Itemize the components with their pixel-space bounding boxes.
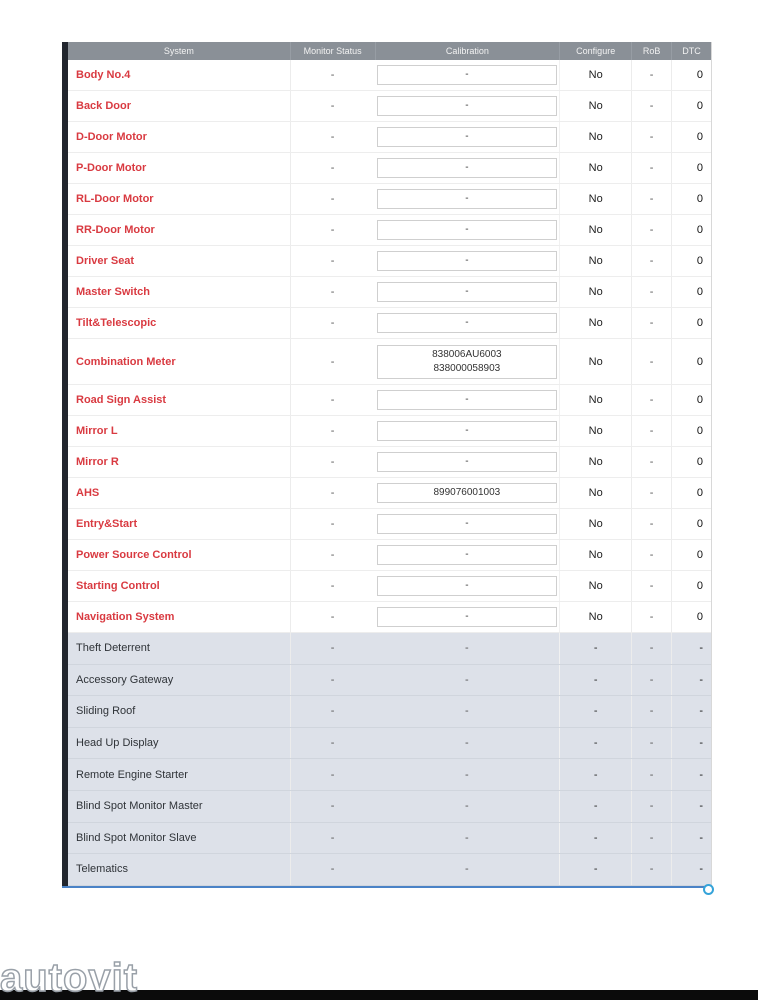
table-row[interactable]: [68, 60, 711, 91]
system-label: Telematics: [76, 863, 128, 876]
calibration-box: [377, 545, 558, 565]
rob-value: -: [631, 854, 671, 885]
calibration-box: [377, 282, 558, 302]
system-label: Sliding Roof: [76, 705, 136, 718]
calibration-cell: [375, 478, 560, 508]
calibration-box: [377, 65, 558, 85]
system-label: Power Source Control: [76, 549, 192, 561]
system-label: Navigation System: [76, 611, 175, 623]
rob-value: -: [631, 339, 671, 384]
calibration-cell: [375, 60, 560, 90]
dtc-count: 0: [671, 215, 711, 245]
system-label: Remote Engine Starter: [76, 768, 188, 781]
configure-value: -: [559, 791, 631, 822]
calibration-cell: [375, 385, 560, 415]
monitor-status-value: -: [290, 153, 375, 183]
column-header-rob: RoB: [631, 42, 671, 60]
calibration-value: -: [465, 286, 469, 297]
system-label: Mirror R: [76, 456, 119, 468]
rob-value: -: [631, 153, 671, 183]
configure-value: No: [559, 91, 631, 121]
calibration-box: [377, 421, 558, 441]
monitor-status-value: -: [290, 823, 375, 854]
calibration-value: -: [465, 580, 469, 591]
table-row[interactable]: [68, 308, 711, 339]
configure-value: No: [559, 215, 631, 245]
calibration-cell: [375, 447, 560, 477]
system-label: Blind Spot Monitor Slave: [76, 831, 197, 844]
configure-value: -: [559, 665, 631, 696]
table-row: [68, 759, 711, 791]
calibration-cell: -: [465, 800, 469, 813]
calibration-value: -: [465, 131, 469, 142]
calibration-cell: -: [465, 768, 469, 781]
system-label: Back Door: [76, 100, 132, 112]
table-row[interactable]: [68, 277, 711, 308]
monitor-status-value: -: [290, 122, 375, 152]
rob-value: -: [631, 509, 671, 539]
system-label: AHS: [76, 487, 100, 499]
configure-value: No: [559, 416, 631, 446]
table-row: [68, 728, 711, 760]
rob-value: -: [631, 277, 671, 307]
dtc-count: 0: [671, 277, 711, 307]
table-row[interactable]: [68, 478, 711, 509]
rob-value: -: [631, 416, 671, 446]
system-label: Blind Spot Monitor Master: [76, 800, 203, 813]
system-label: D-Door Motor: [76, 131, 147, 143]
calibration-cell: [375, 416, 560, 446]
table-row: [68, 696, 711, 728]
monitor-status-value: -: [290, 571, 375, 601]
monitor-status-value: -: [290, 791, 375, 822]
dtc-count: -: [671, 854, 711, 885]
calibration-value: -: [465, 425, 469, 436]
calibration-value: -: [465, 69, 469, 80]
system-label: Entry&Start: [76, 518, 138, 530]
calibration-cell: [375, 246, 560, 276]
configure-value: No: [559, 478, 631, 508]
configure-value: No: [559, 246, 631, 276]
rob-value: -: [631, 184, 671, 214]
dtc-count: 0: [671, 184, 711, 214]
calibration-cell: [375, 339, 560, 384]
configure-value: -: [559, 823, 631, 854]
system-label: Combination Meter: [76, 355, 176, 368]
dtc-count: -: [671, 759, 711, 790]
configure-value: No: [559, 153, 631, 183]
configure-value: No: [559, 60, 631, 90]
system-label: Master Switch: [76, 286, 150, 298]
table-body: [68, 60, 711, 886]
table-row: [68, 823, 711, 855]
calibration-value: -: [465, 193, 469, 204]
rob-value: -: [631, 665, 671, 696]
table-row[interactable]: [68, 153, 711, 184]
system-label: Starting Control: [76, 580, 160, 592]
monitor-status-value: -: [290, 728, 375, 759]
dtc-count: 0: [671, 91, 711, 121]
system-label: Road Sign Assist: [76, 394, 167, 406]
dtc-count: 0: [671, 60, 711, 90]
calibration-cell: [375, 153, 560, 183]
calibration-box: [377, 390, 558, 410]
configure-value: -: [559, 633, 631, 664]
dtc-count: 0: [671, 571, 711, 601]
table-row[interactable]: [68, 540, 711, 571]
rob-value: -: [631, 246, 671, 276]
monitor-status-value: -: [290, 540, 375, 570]
table-row[interactable]: [68, 184, 711, 215]
configure-value: -: [559, 759, 631, 790]
calibration-cell: -: [465, 705, 469, 718]
calibration-cell: -: [465, 642, 469, 655]
configure-value: No: [559, 277, 631, 307]
calibration-value: 838006AU6003: [432, 348, 502, 360]
dtc-count: 0: [671, 416, 711, 446]
calibration-box: [377, 483, 558, 503]
table-row[interactable]: [68, 416, 711, 447]
calibration-box: [377, 345, 558, 379]
dtc-count: 0: [671, 602, 711, 632]
monitor-status-value: -: [290, 246, 375, 276]
calibration-value: -: [465, 100, 469, 111]
table-row[interactable]: [68, 215, 711, 246]
calibration-value: -: [465, 224, 469, 235]
table-row[interactable]: [68, 385, 711, 416]
calibration-cell: [375, 215, 560, 245]
table-row: [68, 665, 711, 697]
table-header: [68, 42, 711, 60]
calibration-box: [377, 514, 558, 534]
monitor-status-value: -: [290, 91, 375, 121]
calibration-box: [377, 127, 558, 147]
calibration-cell: -: [465, 673, 469, 686]
calibration-value: -: [465, 255, 469, 266]
system-label: Accessory Gateway: [76, 673, 174, 686]
calibration-cell: [375, 509, 560, 539]
system-label: RR-Door Motor: [76, 224, 155, 236]
dtc-count: 0: [671, 447, 711, 477]
configure-value: No: [559, 509, 631, 539]
monitor-status-value: -: [290, 478, 375, 508]
rob-value: -: [631, 791, 671, 822]
configure-value: No: [559, 571, 631, 601]
calibration-cell: [375, 277, 560, 307]
calibration-box: [377, 607, 558, 627]
rob-value: -: [631, 696, 671, 727]
column-header-monitor-status: Monitor Status: [290, 42, 375, 60]
dtc-count: -: [671, 728, 711, 759]
dtc-count: 0: [671, 153, 711, 183]
table-bottom-border: [62, 886, 712, 888]
calibration-box: [377, 313, 558, 333]
calibration-cell: [375, 122, 560, 152]
configure-value: No: [559, 184, 631, 214]
rob-value: -: [631, 478, 671, 508]
column-header-configure: Configure: [559, 42, 631, 60]
system-label: P-Door Motor: [76, 162, 147, 174]
monitor-status-value: -: [290, 509, 375, 539]
configure-value: No: [559, 385, 631, 415]
monitor-status-value: -: [290, 277, 375, 307]
table-row: [68, 633, 711, 665]
configure-value: -: [559, 728, 631, 759]
dtc-count: 0: [671, 540, 711, 570]
system-label: Mirror L: [76, 425, 118, 437]
calibration-cell: [375, 540, 560, 570]
monitor-status-value: -: [290, 854, 375, 885]
rob-value: -: [631, 60, 671, 90]
monitor-status-value: -: [290, 696, 375, 727]
dtc-count: 0: [671, 246, 711, 276]
monitor-status-value: -: [290, 385, 375, 415]
rob-value: -: [631, 215, 671, 245]
dtc-count: 0: [671, 478, 711, 508]
table-row[interactable]: [68, 122, 711, 153]
calibration-value: -: [465, 456, 469, 467]
rob-value: -: [631, 308, 671, 338]
configure-value: No: [559, 602, 631, 632]
calibration-cell: [375, 571, 560, 601]
calibration-box: [377, 251, 558, 271]
dtc-count: 0: [671, 385, 711, 415]
monitor-status-value: -: [290, 759, 375, 790]
calibration-value: -: [465, 518, 469, 529]
dtc-count: -: [671, 633, 711, 664]
rob-value: -: [631, 728, 671, 759]
rob-value: -: [631, 540, 671, 570]
table-row[interactable]: [68, 571, 711, 602]
calibration-value: -: [465, 549, 469, 560]
monitor-status-value: -: [290, 184, 375, 214]
monitor-status-value: -: [290, 339, 375, 384]
system-label: Theft Deterrent: [76, 642, 150, 655]
calibration-cell: [375, 91, 560, 121]
table-row[interactable]: [68, 447, 711, 478]
column-header-system: System: [163, 46, 194, 56]
calibration-box: [377, 158, 558, 178]
rob-value: -: [631, 122, 671, 152]
column-header-dtc: DTC: [671, 42, 711, 60]
column-header-calibration: Calibration: [375, 42, 560, 60]
calibration-value: 899076001003: [433, 487, 501, 498]
configure-value: No: [559, 540, 631, 570]
dtc-count: 0: [671, 122, 711, 152]
system-label: Head Up Display: [76, 737, 159, 750]
watermark: autovit: [0, 956, 139, 1000]
calibration-box: [377, 189, 558, 209]
monitor-status-value: -: [290, 308, 375, 338]
monitor-status-value: -: [290, 416, 375, 446]
table-row[interactable]: [68, 339, 711, 385]
rob-value: -: [631, 91, 671, 121]
monitor-status-value: -: [290, 665, 375, 696]
rob-value: -: [631, 602, 671, 632]
calibration-box: [377, 452, 558, 472]
monitor-status-value: -: [290, 60, 375, 90]
monitor-status-value: -: [290, 602, 375, 632]
system-label: Tilt&Telescopic: [76, 317, 157, 329]
monitor-status-value: -: [290, 215, 375, 245]
calibration-cell: [375, 184, 560, 214]
table-row[interactable]: [68, 246, 711, 277]
dtc-count: -: [671, 823, 711, 854]
dtc-count: -: [671, 696, 711, 727]
system-label: RL-Door Motor: [76, 193, 154, 205]
table-row: [68, 791, 711, 823]
table-row[interactable]: [68, 602, 711, 633]
rob-value: -: [631, 571, 671, 601]
configure-value: -: [559, 854, 631, 885]
monitor-status-value: -: [290, 447, 375, 477]
calibration-cell: [375, 308, 560, 338]
table-row[interactable]: [68, 509, 711, 540]
rob-value: -: [631, 823, 671, 854]
table-grid: [68, 42, 712, 886]
table-row: [68, 854, 711, 886]
configure-value: -: [559, 696, 631, 727]
diagnostic-systems-table: [62, 42, 712, 888]
configure-value: No: [559, 339, 631, 384]
configure-value: No: [559, 447, 631, 477]
calibration-cell: -: [465, 831, 469, 844]
configure-value: No: [559, 308, 631, 338]
calibration-cell: -: [465, 863, 469, 876]
calibration-box: [377, 96, 558, 116]
rob-value: -: [631, 759, 671, 790]
calibration-box: [377, 576, 558, 596]
calibration-value: -: [465, 317, 469, 328]
calibration-value: -: [465, 611, 469, 622]
calibration-cell: -: [465, 737, 469, 750]
rob-value: -: [631, 447, 671, 477]
dtc-count: 0: [671, 509, 711, 539]
calibration-value: 838000058903: [433, 362, 501, 374]
system-label: Driver Seat: [76, 255, 135, 267]
rob-value: -: [631, 633, 671, 664]
rob-value: -: [631, 385, 671, 415]
system-label: Body No.4: [76, 69, 131, 81]
calibration-box: [377, 220, 558, 240]
calibration-cell: [375, 602, 560, 632]
configure-value: No: [559, 122, 631, 152]
calibration-value: -: [465, 394, 469, 405]
dtc-count: -: [671, 791, 711, 822]
dtc-count: -: [671, 665, 711, 696]
dtc-count: 0: [671, 339, 711, 384]
table-row[interactable]: [68, 91, 711, 122]
calibration-value: -: [465, 162, 469, 173]
monitor-status-value: -: [290, 633, 375, 664]
dtc-count: 0: [671, 308, 711, 338]
selection-handle-icon[interactable]: [703, 884, 714, 895]
